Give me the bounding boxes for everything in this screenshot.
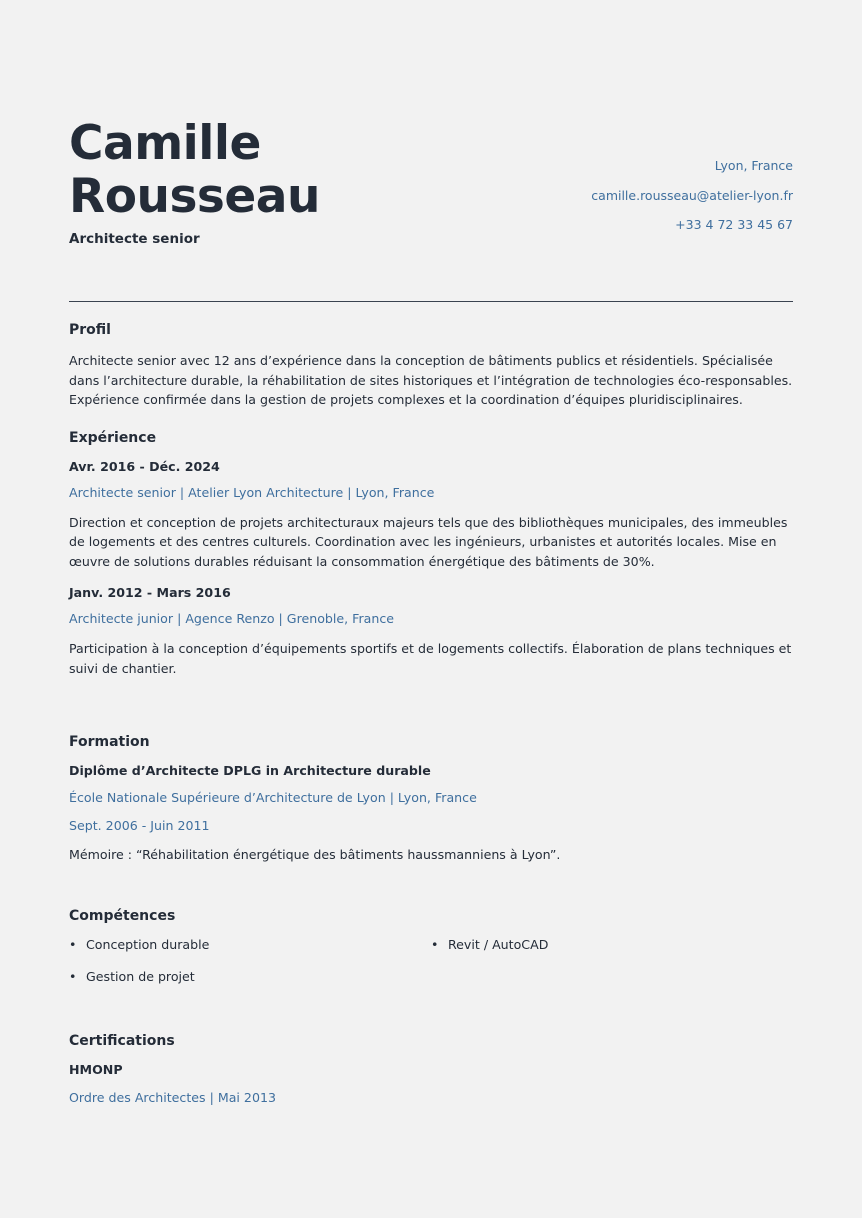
experience-dates: Janv. 2012 - Mars 2016 [69,585,231,601]
section-certifications [69,1033,793,1105]
experience-item [69,585,793,678]
experience-description: Direction et conception de projets architecturaux majeurs tels que des bibliothèques municipales, des immeubles de logements et des centres culturels. Coordination avec les ingénieurs, urbanistes et autorités locales. Mise en œuvre de solutions durables réduisant la consommation énergétique des bâtiments de 30%. [69,514,788,569]
spacer [69,1001,793,1013]
skill-item [69,937,431,952]
section-education [69,734,793,862]
header-divider [69,301,793,302]
bullet-icon: • [431,937,439,953]
spacer [69,866,793,888]
skill-label: Conception durable [86,937,210,953]
bullet-icon: • [69,937,77,953]
bullet-icon: • [69,969,77,985]
section-profile [69,322,793,410]
section-skills [69,908,793,1001]
skill-item [69,969,431,984]
experience-dates: Avr. 2016 - Déc. 2024 [69,458,220,474]
education-item [69,763,793,862]
certification-issuer: Ordre des Architectes | Mai 2013 [69,1090,276,1106]
certification-item [69,1062,793,1105]
section-title-education: Formation [69,734,150,751]
education-school: École Nationale Supérieure d’Architecture de Lyon | Lyon, France [69,790,477,806]
section-title-skills: Compétences [69,908,176,925]
education-degree: Diplôme d’Architecte DPLG in Architecture durable [69,763,431,779]
contact-location: Lyon, France [714,158,793,173]
skills-grid [69,937,793,1001]
skill-label: Gestion de projet [86,969,195,985]
contact-block [591,160,793,249]
spacer [69,692,793,714]
experience-description: Participation à la conception d’équipements sportifs et de logements collectifs. Élaboration de plans techniques et suivi de chantier. [69,641,792,676]
section-title-experience: Expérience [69,429,157,446]
skill-label: Revit / AutoCAD [448,937,549,953]
profile-text: Architecte senior avec 12 ans d’expérience dans la conception de bâtiments publics et résidentiels. Spécialisée dans l’architecture durable, la réhabilitation de sites historiques et l’intégration de technologies éco-responsables. Expérience confirmée dans la gestion de projets complexes et la coordination d’équipes pluridisciplinaires. [69,353,793,408]
contact-email[interactable]: camille.rousseau@atelier-lyon.fr [591,187,793,203]
experience-subtitle: Architecte senior | Atelier Lyon Architecture | Lyon, France [69,484,435,500]
section-title-profile: Profil [69,322,111,338]
section-experience [69,430,793,679]
contact-phone[interactable]: +33 4 72 33 45 67 [675,217,793,232]
section-title-certifications: Certifications [69,1033,175,1050]
education-note: Mémoire : “Réhabilitation énergétique des bâtiments haussmanniens à Lyon”. [69,847,561,863]
certification-name: HMONP [69,1062,123,1078]
job-title: Architecte senior [69,231,200,248]
resume-header [69,0,793,268]
experience-subtitle: Architecte junior | Agence Renzo | Grenoble, France [69,611,395,627]
skill-item [431,937,793,952]
page-title: Camille Rousseau [69,116,320,224]
education-dates: Sept. 2006 - Juin 2011 [69,818,210,834]
experience-item [69,459,793,572]
